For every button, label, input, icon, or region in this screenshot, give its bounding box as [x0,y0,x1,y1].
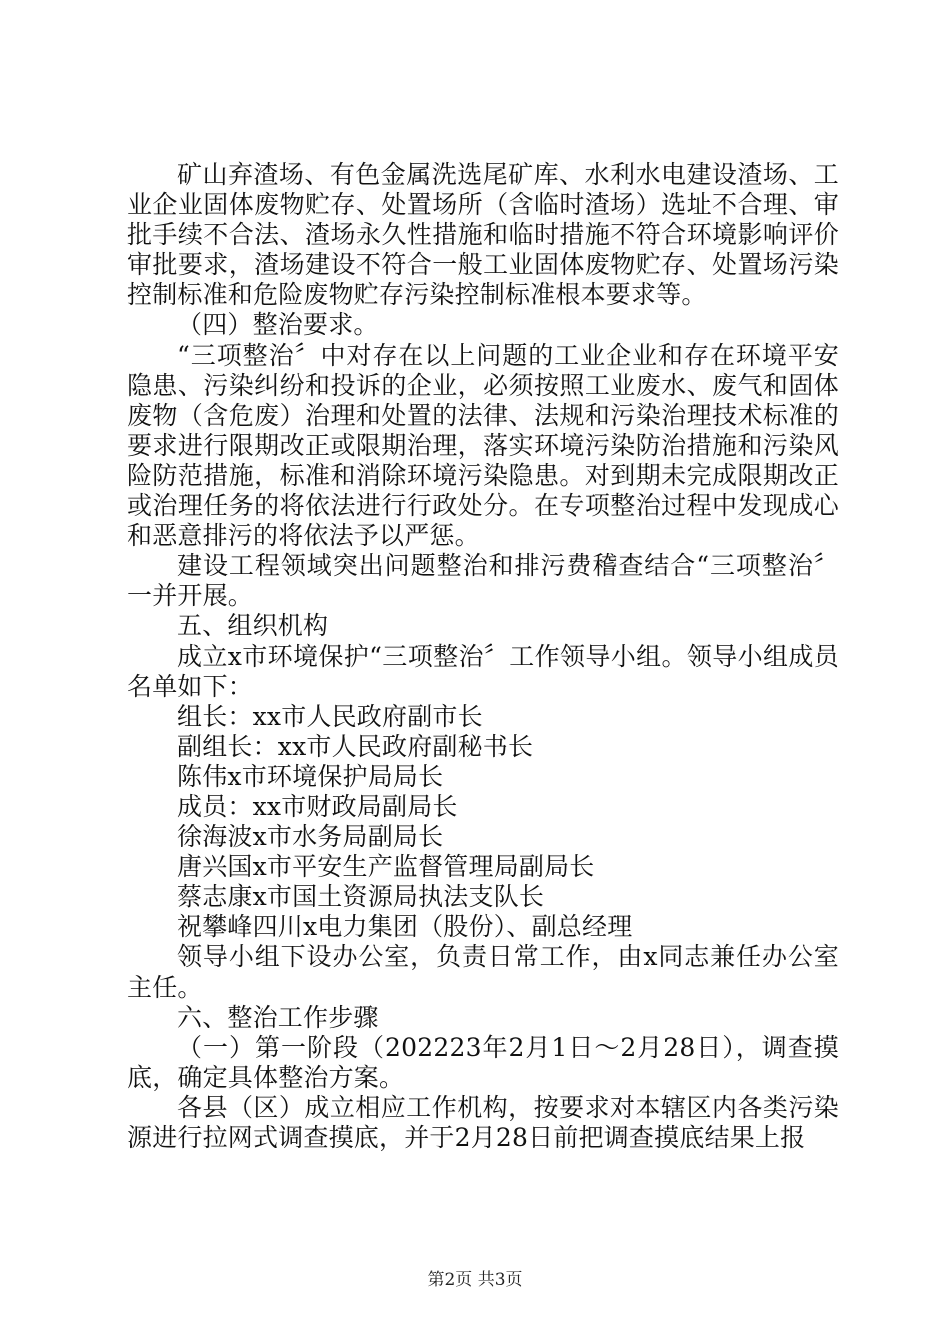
paragraph-phase-one: （一）第一阶段（202223年2月1日～2月28日），调查摸底，确定具体整治方案。 [127,1032,839,1092]
member-line-chen-wei: 陈伟x市环境保护局局长 [177,761,444,791]
section-heading-rectification-requirements: （四）整治要求。 [177,310,379,340]
member-line-zhu-panfeng: 祝攀峰四川x电力集团（股份）、副总经理 [177,912,633,942]
document-body [127,160,839,1153]
section-heading-organization: 五、组织机构 [177,611,329,641]
paragraph-tailings-sites: 矿山弃渣场、有色金属洗选尾矿库、水利水电建设渣场、工业企业固体废物贮存、处置场所（含临时渣场）选址不合理、审批手续不合法、渣场永久性措施和临时措施不符合环境影响评价审批要求，渣场建设不符合一般工业固体废物贮存、处置场污染控制标准和危险废物贮存污染控制标准根本要求等。 [127,160,839,310]
member-line-deputy-leader: 副组长：xx市人民政府副秘书长 [177,731,534,761]
section-heading-work-steps: 六、整治工作步骤 [177,1002,379,1032]
paragraph-leading-group: 成立x市环境保护“三项整治〞工作领导小组。领导小组成员名单如下： [127,641,839,701]
member-line-xu-haibo: 徐海波x市水务局副局长 [177,822,444,852]
member-line-cai-zhikang: 蔡志康x市国土资源局执法支队长 [177,882,545,912]
page-number-footer: 第2页 共3页 [427,1270,523,1290]
member-line-tang-xingguo: 唐兴国x市平安生产监督管理局副局长 [177,852,595,882]
paragraph-rectification-requirements: “三项整治〞中对存在以上问题的工业企业和存在环境平安隐患、污染纠纷和投诉的企业，必须按照工业废水、废气和固体废物（含危废）治理和处置的法律、法规和污染治理技术标准的要求进行限期改正或限期治理，落实环境污染防治措施和污染风险防范措施，标准和消除环境污染隐患。对到期未完成限期改正或治理任务的将依法进行行政处分。在专项整治过程中发现成心和恶意排污的将依法予以严惩。 [127,340,839,551]
paragraph-combined-rectification: 建设工程领域突出问题整治和排污费稽查结合“三项整治〞一并开展。 [127,551,839,611]
paragraph-county-survey: 各县（区）成立相应工作机构，按要求对本辖区内各类污染源进行拉网式调查摸底，并于2月28日前把调查摸底结果上报 [127,1092,839,1152]
member-line-group-leader: 组长：xx市人民政府副市长 [177,701,483,731]
paragraph-office: 领导小组下设办公室，负责日常工作，由x同志兼任办公室主任。 [127,942,839,1002]
member-line-members: 成员：xx市财政局副局长 [177,791,458,821]
